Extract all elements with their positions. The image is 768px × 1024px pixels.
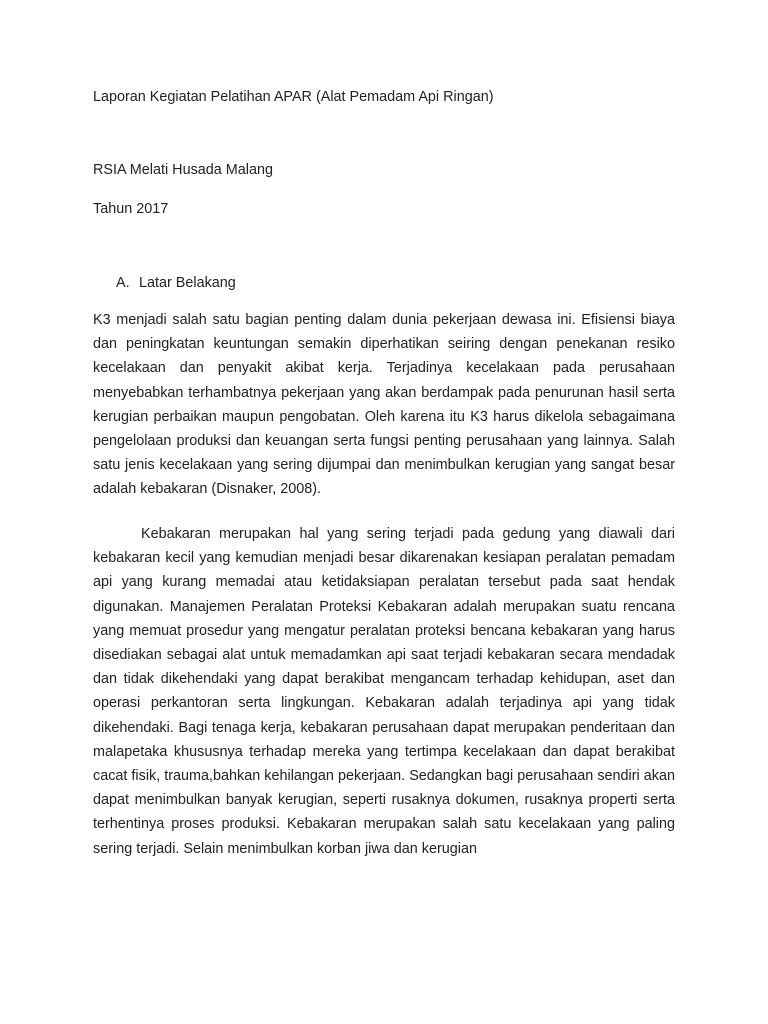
section-letter: A. [116,275,130,291]
organization-name: RSIA Melati Husada Malang [93,162,273,178]
document-year: Tahun 2017 [93,201,169,217]
document-title: Laporan Kegiatan Pelatihan APAR (Alat Pemadam Api Ringan) [93,89,494,105]
section-heading [116,274,236,292]
paragraph-1: K3 menjadi salah satu bagian penting dalam dunia pekerjaan dewasa ini. Efisiensi biaya dan peningkatan keuntungan semakin diperhatikan seiring dengan penekanan resiko kecelakaan dan penyakit akibat kerja. Terjadinya kecelakaan pada perusahaan menyebabkan terhambatnya pekerjaan yang akan berdampak pada penurunan hasil serta kerugian perbaikan maupun pengobatan. Oleh karena itu K3 harus dikelola sebagaimana pengelolaan produksi dan keuangan serta fungsi penting perusahaan yang lainnya. Salah satu jenis kecelakaan yang sering dijumpai dan menimbulkan kerugian yang sangat besar adalah kebakaran (Disnaker, 2008). [93,312,675,498]
paragraph-2: Kebakaran merupakan hal yang sering terjadi pada gedung yang diawali dari kebakaran kecil yang kemudian menjadi besar dikarenakan kesiapan peralatan pemadam api yang kurang memadai atau ketidaksiapan peralatan tersebut pada saat hendak digunakan. Manajemen Peralatan Proteksi Kebakaran adalah merupakan suatu rencana yang memuat prosedur yang mengatur peralatan proteksi bencana kebakaran yang harus disediakan sebagai alat untuk memadamkan api saat terjadi kebakaran secara mendadak dan tidak dikehendaki yang dapat berakibat mengancam terhadap kehidupan, aset dan operasi perkantoran serta lingkungan. Kebakaran adalah terjadinya api yang tidak dikehendaki. Bagi tenaga kerja, kebakaran perusahaan dapat merupakan penderitaan dan malapetaka khususnya terhadap mereka yang tertimpa kecelakaan dan dapat berakibat cacat fisik, trauma,bahkan kehilangan pekerjaan. Sedangkan bagi perusahaan sendiri akan dapat menimbulkan banyak kerugian, seperti rusaknya dokumen, rusaknya properti serta terhentinya proses produksi. Kebakaran merupakan salah satu kecelakaan yang paling sering terjadi. Selain menimbulkan korban jiwa dan kerugian [93,526,675,857]
section-title: Latar Belakang [139,275,236,291]
